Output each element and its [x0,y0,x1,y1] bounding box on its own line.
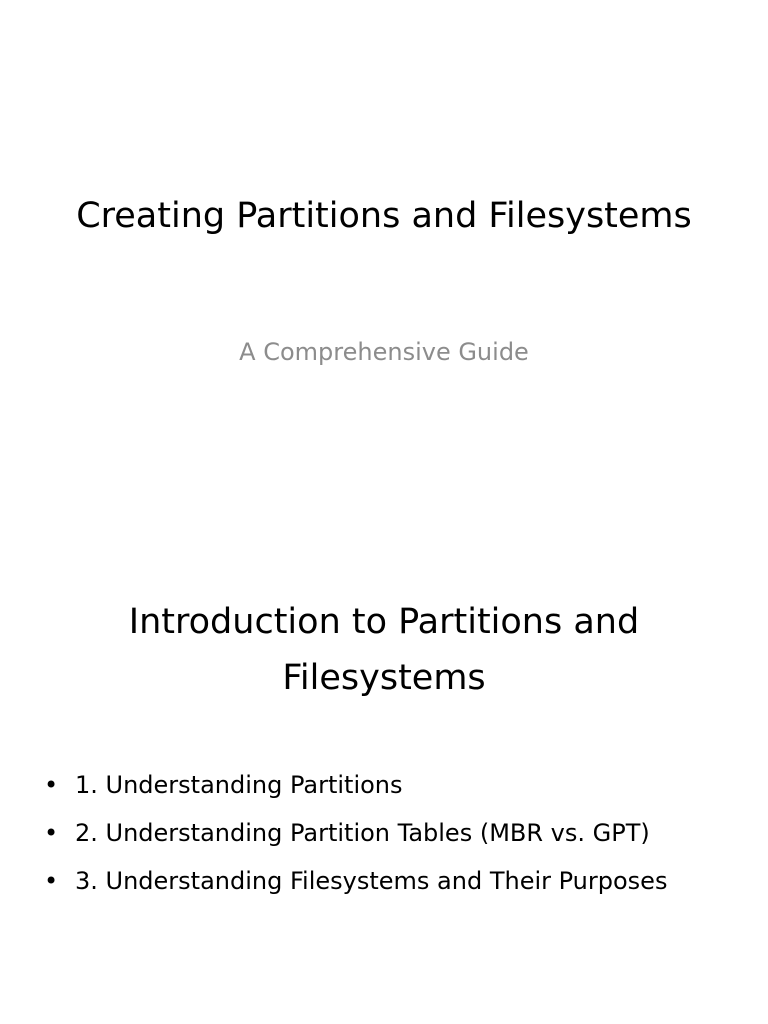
bullet-item [40,860,700,903]
slide-subtitle: A Comprehensive Guide [239,338,529,366]
bullet-icon: • [44,867,59,895]
bullet-text: 2. Understanding Partition Tables (MBR vs. GPT) [75,819,650,847]
bullet-icon: • [44,819,59,847]
bullet-item [40,764,700,807]
bullet-text: 1. Understanding Partitions [75,771,403,799]
bullet-list [40,764,700,908]
bullet-icon: • [44,771,59,799]
content-slide [0,512,768,1024]
bullet-text: 3. Understanding Filesystems and Their Purposes [75,867,668,895]
bullet-item [40,812,700,855]
slide-title: Introduction to Partitions and Filesystems [128,602,640,698]
slide-title: Creating Partitions and Filesystems [76,196,692,236]
